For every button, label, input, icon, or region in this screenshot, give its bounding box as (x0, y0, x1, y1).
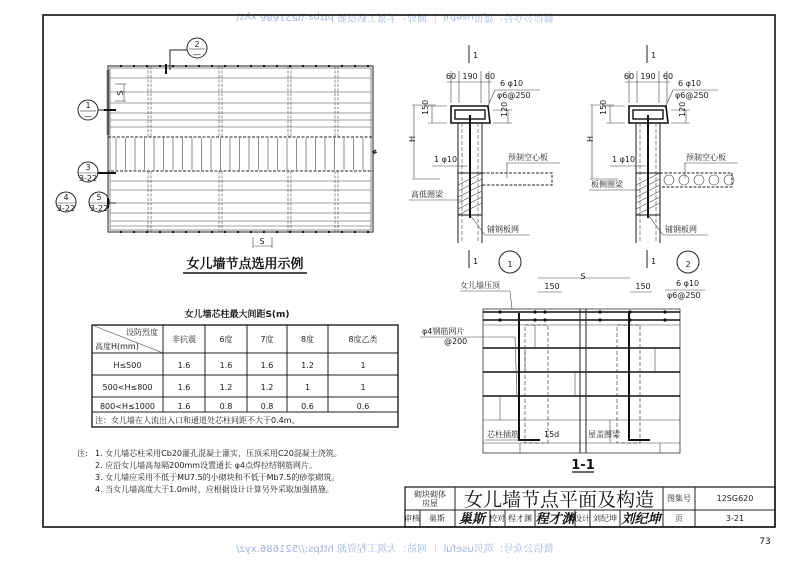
page-number: 73 (759, 537, 771, 547)
title-block (404, 487, 775, 527)
dim-60: 60 (662, 72, 674, 81)
rebar-dot (315, 231, 317, 233)
section-1-1 (420, 272, 705, 473)
dim-120: 120 (678, 101, 687, 117)
callout-ref: 3-22 (89, 204, 109, 213)
reviewer: 巢斯 (429, 514, 445, 523)
section-rebar-stirrup: φ6@250 (667, 291, 701, 300)
rebar-dot (328, 231, 330, 233)
table-column-header: 6度 (219, 335, 233, 344)
beam-label: 板侧圈梁 (591, 180, 623, 189)
section-mark-bottom: 1 (651, 257, 657, 266)
stirrup-label: φ6@250 (497, 91, 531, 100)
ring-beam-label: 屋盖圈梁 (588, 430, 620, 439)
callout-ref: — (193, 50, 201, 59)
rebar-dot (354, 65, 356, 67)
table-cell: 1.6 (177, 383, 191, 392)
rebar-dot (367, 231, 369, 233)
rebar-dot (302, 65, 304, 67)
rebar-dot (198, 231, 200, 233)
designer-signature: 刘纪坤 (621, 512, 661, 527)
sheet-title: 女儿墙节点平面及构造 (463, 489, 655, 511)
callout-number: 3 (85, 163, 91, 172)
mesh-label: φ4钢筋网片 (422, 327, 465, 336)
rebar-dot (276, 231, 278, 233)
rebar-dot (250, 231, 252, 233)
section-rebar-top: 6 φ10 (676, 279, 700, 288)
dowel-bar-right (629, 313, 650, 440)
rebar-dot (354, 231, 356, 233)
section-mark-bottom: 1 (473, 257, 479, 266)
rebar-top-label: 6 φ10 (500, 79, 524, 88)
table-cell: 1.2 (301, 361, 314, 370)
rebar-dot (263, 231, 265, 233)
table-cell: 0.8 (260, 402, 274, 411)
rebar-dot (120, 65, 122, 67)
table-column-header: 7度 (260, 335, 274, 344)
callout-ref: 3-22 (56, 204, 76, 213)
dim-190: 190 (462, 72, 478, 81)
atlas-label: 图集号 (667, 494, 691, 503)
mesh-label: 铺钢板网 (665, 225, 697, 234)
rebar-dot (185, 231, 187, 233)
rebar-dot (224, 231, 226, 233)
rebar-dot (237, 231, 239, 233)
rebar-dot (250, 65, 252, 67)
rebar-dot (211, 65, 213, 67)
note-item: 2. 应沿女儿墙高每隔200mm设置通长 φ4点焊拉结钢筋网片。 (95, 461, 317, 470)
dim-s-vertical: S (116, 90, 125, 96)
callout-number: 2 (194, 40, 200, 49)
stirrup-label: φ6@250 (675, 91, 709, 100)
category-line2: 房屋 (422, 499, 438, 508)
designer: 刘纪坤 (593, 514, 617, 523)
callout-5[interactable] (89, 192, 116, 213)
table-cell: 1.6 (260, 361, 274, 370)
plan-grid-lines (110, 65, 371, 233)
table-cell: 1.6 (219, 361, 233, 370)
callout-number: 1 (85, 101, 91, 110)
dim-150-right: 150 (635, 282, 651, 291)
rebar-dot (289, 65, 291, 67)
rebar-dot (146, 231, 148, 233)
table-row-label: 800<H≤1000 (99, 402, 156, 411)
table-row-label: 500<H≤800 (102, 383, 153, 392)
slab-label: 预制空心板 (686, 153, 726, 162)
plan-title: 女儿墙节点选用示例 (186, 257, 304, 272)
roof-slab-band (108, 137, 373, 171)
section-mark-top: 1 (651, 51, 657, 60)
dowel-bar-left (519, 313, 540, 440)
callout-4[interactable] (56, 192, 76, 213)
rebar-dot (172, 65, 174, 67)
callout-number: 4 (63, 193, 69, 202)
rebar-dot (224, 65, 226, 67)
section-title: 1-1 (571, 458, 595, 473)
atlas-number: 12SG620 (716, 494, 754, 503)
mesh-label: 铺钢板网 (487, 225, 519, 234)
rebar-dot (172, 231, 174, 233)
rebar-dot (302, 231, 304, 233)
callout-2[interactable] (166, 38, 207, 74)
general-notes (77, 448, 342, 495)
table-cell: 0.6 (301, 402, 314, 411)
rebar-dot (341, 231, 343, 233)
check-label: 校对 (489, 514, 505, 523)
table-corner-intensity: 设防烈度 (126, 328, 158, 337)
rebar-dot (211, 231, 213, 233)
dim-150: 150 (421, 99, 430, 115)
detail-number: 2 (685, 260, 691, 269)
rebar-dot (237, 65, 239, 67)
callout-ref: 3-22 (78, 174, 98, 183)
rebar-dot (276, 65, 278, 67)
table-cell: 1 (304, 383, 311, 392)
sheet-page-number: 3-21 (725, 514, 745, 523)
table-cell: 0.6 (356, 402, 370, 411)
dim-s-horizontal: S (259, 237, 265, 246)
table-column-header: 非抗震 (172, 335, 196, 344)
table-column-header: 8度 (300, 335, 315, 344)
dim-h: H (586, 135, 595, 142)
rebar-dot (120, 231, 122, 233)
note-item: 1. 女儿墙芯柱采用Cb20灌孔混凝土灌实，压顶采用C20混凝土浇筑。 (95, 449, 342, 458)
rebar-dot (133, 231, 135, 233)
page-label: 页 (675, 514, 683, 523)
beam-label: 高低圈梁 (411, 190, 443, 199)
table-corner-height: 高度H(mm) (95, 342, 139, 351)
rebar-dot (159, 231, 161, 233)
notes-label: 注: (77, 449, 88, 458)
table-cell: 0.8 (219, 402, 233, 411)
table-title: 女儿墙芯柱最大间距S(m) (184, 310, 290, 320)
note-item: 3. 女儿墙应采用不低于MU7.5的小砌块和不低于Mb7.5的砂浆砌筑。 (95, 473, 340, 482)
detail-number: 1 (507, 260, 513, 269)
dim-60: 60 (623, 72, 635, 81)
category-line1: 砌块砌体 (414, 490, 446, 499)
mesh-spacing: @200 (444, 337, 468, 346)
dim-150-left: 150 (544, 282, 560, 291)
rebar-dot (315, 65, 317, 67)
callout-ref: — (84, 112, 92, 121)
rebar-dot (341, 65, 343, 67)
rebar-dot (185, 65, 187, 67)
spacing-table (92, 308, 398, 427)
dowel-label: 芯柱插筋 (487, 430, 519, 439)
note-item: 4. 当女儿墙高度大于1.0m时，应根据设计计算另外采取加强措施。 (95, 485, 334, 494)
table-column-header: 8度乙类 (348, 335, 378, 344)
rebar-dot (328, 65, 330, 67)
design-label: 设计 (574, 514, 590, 523)
checker: 程才渊 (508, 514, 532, 523)
review-label: 审核 (404, 514, 420, 523)
detail-1 (408, 45, 560, 273)
table-cell: 1 (360, 361, 366, 370)
core-column (525, 325, 548, 443)
parapet-plan (56, 38, 377, 273)
dim-120: 120 (500, 101, 509, 117)
reviewer-signature: 巢斯 (458, 512, 486, 527)
table-cell: 1.2 (260, 383, 274, 392)
dim-60: 60 (484, 72, 496, 81)
checker-signature: 程才渊 (535, 512, 575, 527)
section-mark-top: 1 (473, 51, 479, 60)
coping-label: 女儿墙压顶 (460, 281, 500, 290)
hollow-slab (482, 173, 552, 185)
bar-label: 1 φ10 (612, 155, 636, 164)
rebar-dot (146, 65, 148, 67)
table-row-label: H≤500 (113, 361, 142, 370)
rebar-dot (133, 65, 135, 67)
slab-label: 预制空心板 (508, 153, 548, 162)
detail-2 (586, 45, 738, 273)
dim-s: S (580, 272, 586, 281)
rebar-top-label: 6 φ10 (678, 79, 702, 88)
table-cell: 1 (360, 383, 366, 392)
rebar-dot (263, 65, 265, 67)
rebar-dot (198, 65, 200, 67)
table-cell: 1.6 (177, 361, 191, 370)
dim-150: 150 (599, 99, 608, 115)
watermark-bottom: 微信公众号：筑贝useful ｜ 网站：大筑工程资源 https://521686.xyz/ (236, 544, 554, 555)
table-note: 注：女儿墙在人流出入口和通道处芯柱间距不大于0.4m。 (95, 416, 300, 425)
dim-h: H (408, 135, 417, 142)
table-cell: 1.2 (219, 383, 233, 392)
plan-inner-outline (110, 68, 371, 230)
callout-number: 5 (96, 193, 102, 202)
bar-label: 1 φ10 (434, 155, 458, 164)
table-cell: 1.6 (177, 402, 191, 411)
dim-60: 60 (445, 72, 457, 81)
rebar-dot (289, 231, 291, 233)
rebar-dot (367, 65, 369, 67)
dim-190: 190 (640, 72, 656, 81)
watermark-top: 微信公众号：筑贝useful ｜ 网站：大筑工程资源 https://521686.xyz/ (236, 11, 554, 22)
rebar-dot (159, 65, 161, 67)
anchor-length: 15d (544, 430, 560, 439)
